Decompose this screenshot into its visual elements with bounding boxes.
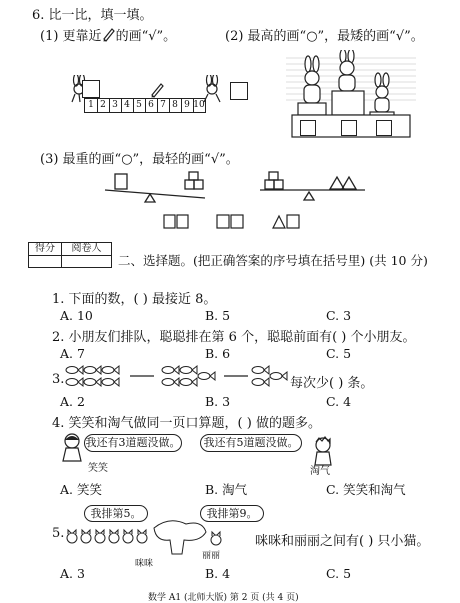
answer-box[interactable] xyxy=(300,120,316,136)
q1-option-c[interactable]: C. 3 xyxy=(326,308,352,323)
q1-option-a[interactable]: A. 10 xyxy=(60,308,93,323)
q3-option-b[interactable]: B. 3 xyxy=(205,394,231,409)
girl-icon xyxy=(60,432,86,466)
weight-answer-cone xyxy=(272,214,302,234)
rabbit-right-icon xyxy=(200,75,226,107)
q2-option-b[interactable]: B. 6 xyxy=(205,346,231,361)
ruler-number: 10 xyxy=(193,100,205,110)
ruler-number: 9 xyxy=(181,99,194,112)
q2-option-a[interactable]: A. 7 xyxy=(60,346,85,361)
q6-sub1-text: (1) 更靠近 xyxy=(40,29,102,44)
ruler-number: 8 xyxy=(169,99,182,112)
ruler-number: 3 xyxy=(109,99,122,112)
ruler-number: 4 xyxy=(121,99,134,112)
q5-prefix: 5. xyxy=(52,526,65,541)
q5-option-b[interactable]: B. 4 xyxy=(205,566,231,581)
name-taoqi: 淘气 xyxy=(310,466,330,477)
q4-option-a[interactable]: A. 笑笑 xyxy=(60,482,102,497)
grader-label: 阅卷人 xyxy=(62,243,111,256)
speech-bubble-left: 我排第5。 xyxy=(84,505,148,522)
q6-title: 6. 比一比，填一填。 xyxy=(32,8,153,23)
section2-title: 二、选择题。(把正确答案的序号填在括号里) (共 10 分) xyxy=(118,253,428,268)
name-xiaoxiao: 笑笑 xyxy=(88,463,108,474)
q3-option-a[interactable]: A. 2 xyxy=(60,394,85,409)
name-mimi: 咪咪 xyxy=(135,559,154,569)
page-footer: 数学 A1 (北师大版) 第 2 页 (共 4 页) xyxy=(148,593,299,603)
ruler-number: 5 xyxy=(133,99,146,112)
ruler-number: 2 xyxy=(97,99,110,112)
q4-option-c[interactable]: C. 笑笑和淘气 xyxy=(326,482,406,497)
ruler xyxy=(84,98,206,113)
answer-box[interactable] xyxy=(82,80,100,98)
q6-sub1-tail: 的画“√”。 xyxy=(115,29,177,44)
weight-answer-cube xyxy=(216,214,246,234)
ruler-number: 6 xyxy=(145,99,158,112)
score-table xyxy=(28,242,112,268)
answer-box[interactable] xyxy=(230,82,248,100)
answer-box[interactable] xyxy=(341,120,357,136)
q5-option-c[interactable]: C. 5 xyxy=(326,566,352,581)
q2-option-c[interactable]: C. 5 xyxy=(326,346,352,361)
speech-bubble-right: 我还有5道题没做。 xyxy=(200,434,302,452)
q6-sub3-label: (3) 最重的画“○”，最轻的画“√”。 xyxy=(40,152,239,167)
q4-stem: 4. 笑笑和淘气做同一页口算题，( ) 做的题多。 xyxy=(52,416,321,431)
q5-option-a[interactable]: A. 3 xyxy=(60,566,85,581)
q2-stem: 2. 小朋友们排队，聪聪排在第 6 个，聪聪前面有( ) 个小朋友。 xyxy=(52,330,416,345)
q1-stem: 1. 下面的数，( ) 最接近 8。 xyxy=(52,292,217,307)
score-cell[interactable] xyxy=(29,256,62,267)
pencil-icon xyxy=(103,28,115,46)
q3-prefix: 3. xyxy=(52,372,65,387)
q1-option-b[interactable]: B. 5 xyxy=(205,308,231,323)
score-label: 得分 xyxy=(29,243,62,256)
speech-bubble-right: 我排第9。 xyxy=(200,505,264,522)
q3-option-c[interactable]: C. 4 xyxy=(326,394,352,409)
speech-bubble-left: 我还有3道题没做。 xyxy=(84,434,182,452)
q3-tail: 每次少( ) 条。 xyxy=(290,376,374,391)
name-lili: 丽丽 xyxy=(202,551,221,561)
answer-box[interactable] xyxy=(376,120,392,136)
q5-tail: 咪咪和丽丽之间有( ) 只小猫。 xyxy=(255,534,430,549)
ruler-number: 1 xyxy=(85,99,98,112)
q6-sub1-label xyxy=(40,25,176,46)
pencil-icon xyxy=(150,82,164,102)
weight-answer-cylinder xyxy=(163,214,191,234)
q6-sub2-label: (2) 最高的画“○”，最矮的画“√”。 xyxy=(225,29,424,44)
q4-option-b[interactable]: B. 淘气 xyxy=(205,482,248,497)
ruler-number: 7 xyxy=(157,99,170,112)
balance-scales-illustration xyxy=(100,168,370,212)
